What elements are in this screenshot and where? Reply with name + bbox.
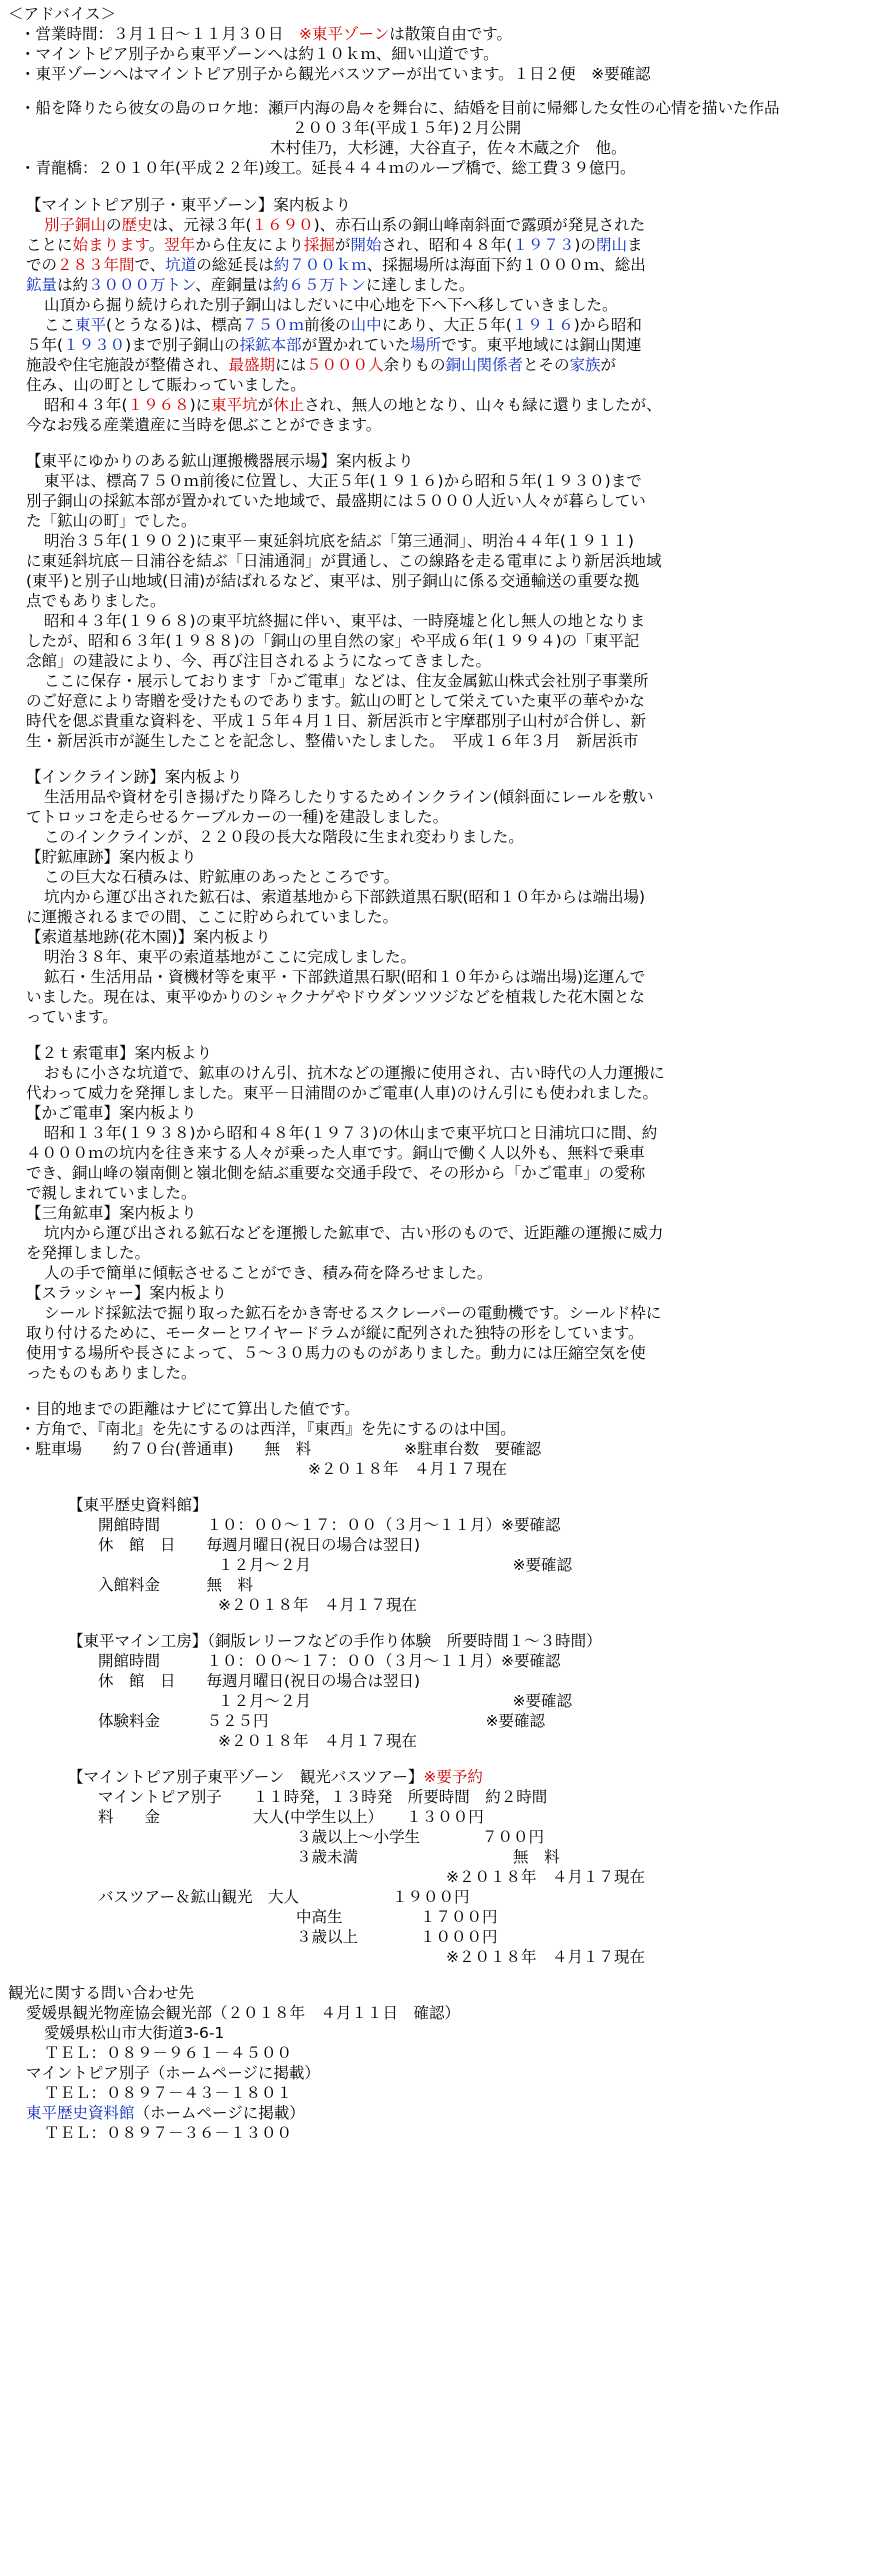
- section-heading: 観光に関する問い合わせ先: [8, 1984, 195, 2002]
- text-line: ３歳以上～小学生 ７００円: [296, 1828, 545, 1846]
- text-line: ５年(１９３０)まで別子銅山の採鉱本部が置かれていた場所です。東平地域には銅山関連: [26, 336, 642, 354]
- text-line: に運搬されるまでの間、ここに貯められていました。: [26, 908, 399, 926]
- text-line: ことに始まります。翌年から住友により採掘が開始され、昭和４８年(１９７３)の閉山ま: [26, 236, 643, 254]
- text-line: 生・新居浜市が誕生したことを記念し、整備いたしました。 平成１６年３月 新居浜市: [26, 732, 639, 750]
- section-heading: 【スラッシャー】案内板より: [26, 1284, 227, 1302]
- text-line: ※２０１８年 ４月１７現在: [446, 1948, 645, 1966]
- text-line: 木村佳乃，大杉漣，大谷直子，佐々木蔵之介 他。: [270, 139, 627, 157]
- text-line: 点でもありました。: [26, 592, 166, 610]
- text-line: ※２０１８年 ４月１７現在: [218, 1732, 417, 1750]
- text-line: ＴＥＬ：０８９７－４３－１８０１: [44, 2084, 293, 2102]
- text-line: (東平)と別子山地域(日浦)が結ばれるなど、東平は、別子銅山に係る交通輸送の重要な拠: [26, 572, 640, 590]
- text-line: 愛媛県観光物産協会観光部（２０１８年 ４月１１日 確認）: [26, 2004, 461, 2022]
- text-line: ４０００ｍの坑内を往き来する人々が乗った人車です。銅山で働く人以外も、無料で乗車: [26, 1144, 645, 1162]
- text-line: 休 館 日 毎週月曜日(祝日の場合は翌日): [98, 1672, 421, 1690]
- text-line: ※２０１８年 ４月１７現在: [308, 1460, 507, 1478]
- text-line: したが、昭和６３年(１９８８)の「銅山の里自然の家」や平成６年(１９９４)の「東平記: [26, 632, 640, 650]
- section-heading: 【東平歴史資料館】: [68, 1496, 208, 1514]
- text-line: 東平は、標高７５０ｍ前後に位置し、大正５年(１９１６)から昭和５年(１９３０)まで: [44, 472, 642, 490]
- text-line: に東延斜坑底－日浦谷を結ぶ「日浦通洞」が貫通し、この線路を走る電車により新居浜地域: [26, 552, 662, 570]
- text-line: ※２０１８年 ４月１７現在: [218, 1596, 417, 1614]
- text-line: 山頂から掘り続けられた別子銅山はしだいに中心地を下へ下へ移していきました。: [44, 296, 618, 314]
- section-heading: 【インクライン跡】案内板より: [26, 768, 243, 786]
- text-line: で親しまれていました。: [26, 1184, 197, 1202]
- text-line: １２月～２月 ※要確認: [218, 1692, 572, 1710]
- text-line: 昭和４３年(１９６８)に東平坑が休止され、無人の地となり、山々も緑に還りましたが、: [44, 396, 662, 414]
- text-line: 開館時間 １０：００～１７：００（３月～１１月）※要確認: [98, 1652, 561, 1670]
- text-line: ３歳未満 無 料: [296, 1848, 560, 1866]
- text-line: 今なお残る産業遺産に当時を偲ぶことができます。: [26, 416, 382, 434]
- section-heading: 【貯鉱庫跡】案内板より: [26, 848, 197, 866]
- text-line: ・営業時間：３月１日～１１月３０日 ※東平ゾーンは散策自由です。: [20, 25, 512, 43]
- text-line: ・船を降りたら彼女の島のロケ地：瀬戸内海の島々を舞台に、結婚を目前に帰郷した女性の心情を描いた作品: [20, 99, 780, 117]
- section-heading: 【マイントピア別子東平ゾーン 観光バスツアー】※要予約: [68, 1768, 483, 1786]
- text-line: 時代を偲ぶ貴重な資料を、平成１５年４月１日、新居浜市と宇摩郡別子山村が合併し、新: [26, 712, 647, 730]
- text-line: マイントピア別子（ホームページに掲載）: [26, 2064, 320, 2082]
- text-line: ここに保存・展示しております「かご電車」などは、住友金属鉱山株式会社別子事業所: [44, 672, 649, 690]
- text-line: 別子銅山の歴史は、元禄３年(１６９０)、赤石山系の銅山峰南斜面で露頭が発見された: [44, 216, 646, 234]
- text-line: １２月～２月 ※要確認: [218, 1556, 572, 1574]
- text-line: ＴＥＬ：０８９－９６１－４５００: [44, 2044, 293, 2062]
- text-line: 代わって威力を発揮しました。東平－日浦間のかご電車(人車)のけん引にも使われました。: [26, 1084, 658, 1102]
- section-heading: 【東平マイン工房】（銅版レリーフなどの手作り体験 所要時間１～３時間）: [68, 1632, 602, 1650]
- text-line: ・東平ゾーンへはマイントピア別子から観光バスツアーが出ています。１日２便 ※要確認: [20, 65, 651, 83]
- text-line: ・駐車場 約７０台(普通車) 無 料 ※駐車台数 要確認: [20, 1440, 542, 1458]
- text-line: 人の手で簡単に傾転させることができ、積み荷を降ろせました。: [44, 1264, 493, 1282]
- text-line: マイントピア別子 １１時発，１３時発 所要時間 約２時間: [98, 1788, 548, 1806]
- text-line: ・目的地までの距離はナビにて算出した値です。: [20, 1400, 360, 1418]
- text-line: ３歳以上 １０００円: [296, 1928, 498, 1946]
- text-line: 施設や住宅施設が整備され、最盛期には５０００人余りもの銅山関係者とその家族が: [26, 356, 617, 374]
- section-heading: 【三角鉱車】案内板より: [26, 1204, 197, 1222]
- text-line: 生活用品や資材を引き揚げたり降ろしたりするためインクライン(傾斜面にレールを敷い: [44, 788, 654, 806]
- text-line: 東平歴史資料館（ホームページに掲載）: [26, 2104, 305, 2122]
- text-line: 坑内から運び出された鉱石は、索道基地から下部鉄道黒石駅(昭和１０年からは端出場): [44, 888, 646, 906]
- text-line: 鉱石・生活用品・資機材等を東平・下部鉄道黒石駅(昭和１０年からは端出場)迄運んで: [44, 968, 646, 986]
- text-line: 中高生 １７００円: [296, 1908, 498, 1926]
- text-line: シールド採鉱法で掘り取った鉱石をかき寄せるスクレーパーの電動機です。シールド枠に: [44, 1304, 662, 1322]
- text-line: 使用する場所や長さによって、５～３０馬力のものがありました。動力には圧縮空気を使: [26, 1344, 646, 1362]
- section-heading: 【マイントピア別子・東平ゾーン】案内板より: [26, 196, 351, 214]
- section-heading: 【索道基地跡(花木園)】案内板より: [26, 928, 271, 946]
- text-line: 鉱量は約３０００万トン、産銅量は約６５万トンに達しました。: [26, 276, 475, 294]
- text-line: た「鉱山の町」でした。: [26, 512, 197, 530]
- text-line: 住み、山の町として賑わっていました。: [26, 376, 306, 394]
- text-line: 坑内から運び出される鉱石などを運搬した鉱車で、古い形のもので、近距離の運搬に威力: [44, 1224, 664, 1242]
- text-line: 愛媛県松山市大街道3-6-1: [44, 2024, 225, 2042]
- text-line: っています。: [26, 1008, 118, 1026]
- text-line: を発揮しました。: [26, 1244, 151, 1262]
- text-line: 取り付けるために、モーターとワイヤードラムが縦に配列された独特の形をしています。: [26, 1324, 644, 1342]
- text-line: ＜アドバイス＞: [8, 5, 117, 23]
- text-line: 別子銅山の採鉱本部が置かれていた地域で、最盛期には５０００人近い人々が暮らしてい: [26, 492, 646, 510]
- text-line: 明治３８年、東平の索道基地がここに完成しました。: [44, 948, 417, 966]
- text-line: おもに小さな坑道で、鉱車のけん引、抗木などの運搬に使用され、古い時代の人力運搬に: [44, 1064, 665, 1082]
- text-line: ったものもありました。: [26, 1364, 197, 1382]
- text-line: このインクラインが、２２０段の長大な階段に生まれ変わりました。: [44, 828, 524, 846]
- text-line: 料 金 大人(中学生以上） １３００円: [98, 1808, 484, 1826]
- text-line: でき、銅山峰の嶺南側と嶺北側を結ぶ重要な交通手段で、その形から「かご電車」の愛称: [26, 1164, 646, 1182]
- text-line: のご好意により寄贈を受けたものであります。鉱山の町として栄えていた東平の華やかな: [26, 692, 645, 710]
- text-line: 休 館 日 毎週月曜日(祝日の場合は翌日): [98, 1536, 421, 1554]
- section-heading: 【２ｔ索電車】案内板より: [26, 1044, 213, 1062]
- text-line: 昭和１３年(１９３８)から昭和４８年(１９７３)の休山まで東平坑口と日浦坑口に間、約: [44, 1124, 658, 1142]
- text-line: 体験料金 ５２５円 ※要確認: [98, 1712, 545, 1730]
- text-line: ここ東平(とうなる)は、標高７５０ｍ前後の山中にあり、大正５年(１９１６)から昭和: [44, 316, 642, 334]
- text-line: ※２０１８年 ４月１７現在: [446, 1868, 645, 1886]
- text-line: ２００３年(平成１５年)２月公開: [292, 119, 522, 137]
- text-line: バスツアー＆鉱山観光 大人 １９００円: [98, 1888, 470, 1906]
- text-line: ＴＥＬ：０８９７－３６－１３００: [44, 2124, 293, 2142]
- text-line: での２８３年間で、坑道の総延長は約７００ｋｍ、採掘場所は海面下約１０００ｍ、総出: [26, 256, 646, 274]
- text-line: ・青龍橋：２０１０年(平成２２年)竣工。延長４４４ｍのループ橋で、総工費３９億円。: [20, 159, 636, 177]
- section-heading: 【東平にゆかりのある鉱山運搬機器展示場】案内板より: [26, 452, 414, 470]
- text-line: いました。現在は、東平ゆかりのシャクナゲやドウダンツツジなどを植栽した花木園とな: [26, 988, 645, 1006]
- text-line: 昭和４３年(１９６８)の東平坑終掘に伴い、東平は、一時廃墟と化し無人の地となりま: [44, 612, 646, 630]
- section-heading: 【かご電車】案内板より: [26, 1104, 197, 1122]
- text-line: ・方角で、『南北』を先にするのは西洋，『東西』を先にするのは中国。: [20, 1420, 516, 1438]
- text-line: この巨大な石積みは、貯鉱庫のあったところです。: [44, 868, 399, 886]
- text-line: てトロッコを走らせるケーブルカーの一種)を建設しました。: [26, 808, 449, 826]
- text-line: 明治３５年(１９０２)に東平－東延斜坑底を結ぶ「第三通洞」、明治４４年(１９１１): [44, 532, 634, 550]
- text-line: 開館時間 １０：００～１７：００（３月～１１月）※要確認: [98, 1516, 561, 1534]
- text-line: ・マイントピア別子から東平ゾーンへは約１０ｋｍ、細い山道です。: [20, 45, 499, 63]
- text-line: 入館料金 無 料: [98, 1576, 254, 1594]
- text-line: 念館」の建設により、今、再び注目されるようになってきました。: [26, 652, 492, 670]
